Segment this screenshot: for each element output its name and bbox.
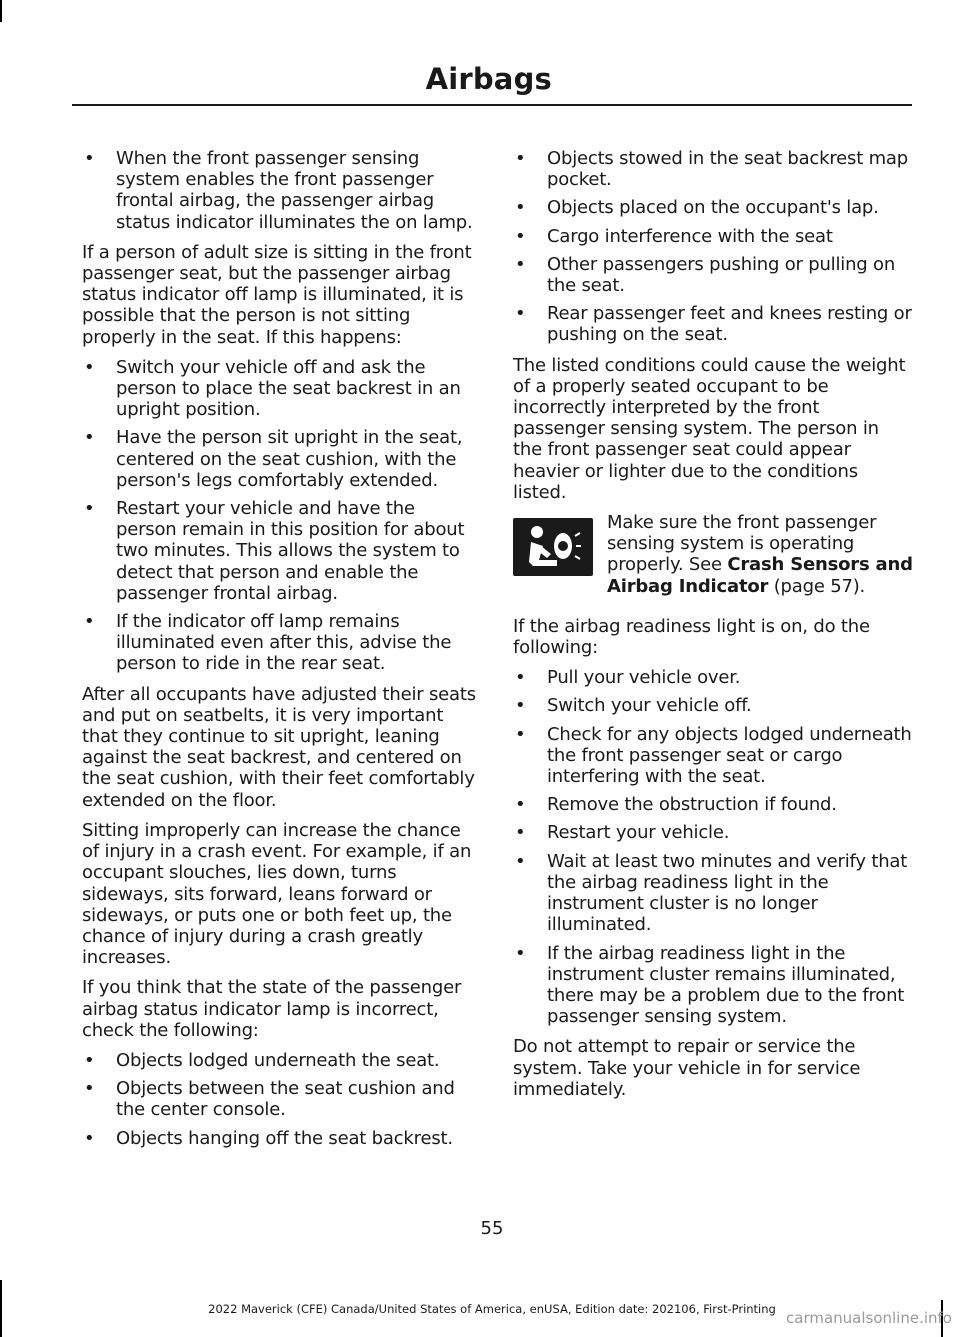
list-item: • If the airbag readiness light in the instrument cluster remains illuminated, there may be a problem due to the front passenger sensing system. [513, 943, 913, 1028]
page-reference: (page 57). [768, 575, 866, 597]
left-column [82, 148, 478, 1158]
list-item: • Objects hanging off the seat backrest. [82, 1128, 478, 1149]
watermark: carmanualsonline.info [786, 1309, 952, 1327]
bullet-list [82, 357, 478, 675]
paragraph: Sitting improperly can increase the chance of injury in a crash event. For example, if an occupant slouches, lies down, turns sideways, sits forward, leans forward or sideways, or puts one or both feet up, the chance of injury during a crash greatly increases. [82, 819, 472, 969]
list-item: • Objects between the seat cushion and the center console. [82, 1078, 478, 1120]
bullet-list [513, 667, 913, 1027]
list-item: • Rear passenger feet and knees resting or pushing on the seat. [513, 303, 913, 345]
page-number: 55 [480, 1218, 504, 1239]
list-item: • Switch your vehicle off and ask the person to place the seat backrest in an upright position. [82, 357, 478, 421]
edition-footer: 2022 Maverick (CFE) Canada/United States of America, enUSA, Edition date: 202106, First-Printing [208, 1302, 776, 1316]
airbag-note [513, 512, 913, 597]
intro-bullet-list [82, 148, 478, 233]
right-column [513, 148, 913, 1109]
cross-reference-link[interactable]: Crash Sensors and Airbag Indicator [607, 554, 913, 597]
list-item: • Objects stowed in the seat backrest map pocket. [513, 148, 913, 190]
crop-mark-top-left [0, 0, 2, 22]
list-item: • Switch your vehicle off. [513, 695, 913, 716]
paragraph: If a person of adult size is sitting in the front passenger seat, but the passenger airbag status indicator off lamp is illuminated, it is possible that the person is not sitting properly in the seat. If this happens: [82, 241, 472, 348]
list-item: • Objects placed on the occupant's lap. [513, 197, 913, 218]
list-item: • Other passengers pushing or pulling on the seat. [513, 254, 913, 296]
list-item: • Cargo interference with the seat [513, 226, 913, 247]
list-item: • If the indicator off lamp remains illuminated even after this, advise the person to ride in the rear seat. [82, 611, 478, 675]
paragraph: If the airbag readiness light is on, do the following: [513, 615, 870, 659]
list-item: • Wait at least two minutes and verify that the airbag readiness light in the instrument cluster is no longer illuminated. [513, 851, 913, 936]
page-title: Airbags [425, 62, 552, 96]
list-item: • Remove the obstruction if found. [513, 794, 913, 815]
list-item: • Have the person sit upright in the seat, centered on the seat cushion, with the person's legs comfortably extended. [82, 427, 478, 491]
list-item: • Check for any objects lodged underneath the front passenger seat or cargo interfering with the seat. [513, 724, 913, 788]
list-item: • Pull your vehicle over. [513, 667, 913, 688]
bullet-list [513, 148, 913, 346]
paragraph: After all occupants have adjusted their seats and put on seatbelts, it is very important that they continue to sit upright, leaning against the seat backrest, and centered on the seat cushion, with their feet comfortably extended on the floor. [82, 683, 476, 811]
paragraph: The listed conditions could cause the weight of a properly seated occupant to be incorrectly interpreted by the front passenger sensing system. The person in the front passenger seat could appear heavier or lighter due to the conditions listed. [513, 354, 906, 503]
note-text: Make sure the front passenger sensing system is operating properly. See [607, 512, 877, 576]
list-item: • Restart your vehicle. [513, 822, 913, 843]
list-item: • Objects lodged underneath the seat. [82, 1050, 478, 1071]
paragraph: If you think that the state of the passenger airbag status indicator lamp is incorrect, check the following: [82, 977, 462, 1041]
bullet-list [82, 1050, 478, 1149]
paragraph: Do not attempt to repair or service the system. Take your vehicle in for service immediately. [513, 1036, 861, 1100]
airbag-warning-icon [513, 518, 593, 576]
list-item: • Restart your vehicle and have the person remain in this position for about two minutes. This allows the system to detect that person and enable the passenger frontal airbag. [82, 498, 478, 604]
list-item: • When the front passenger sensing system enables the front passenger frontal airbag, the passenger airbag status indicator illuminates the on lamp. [82, 148, 478, 233]
header-divider [72, 104, 912, 106]
